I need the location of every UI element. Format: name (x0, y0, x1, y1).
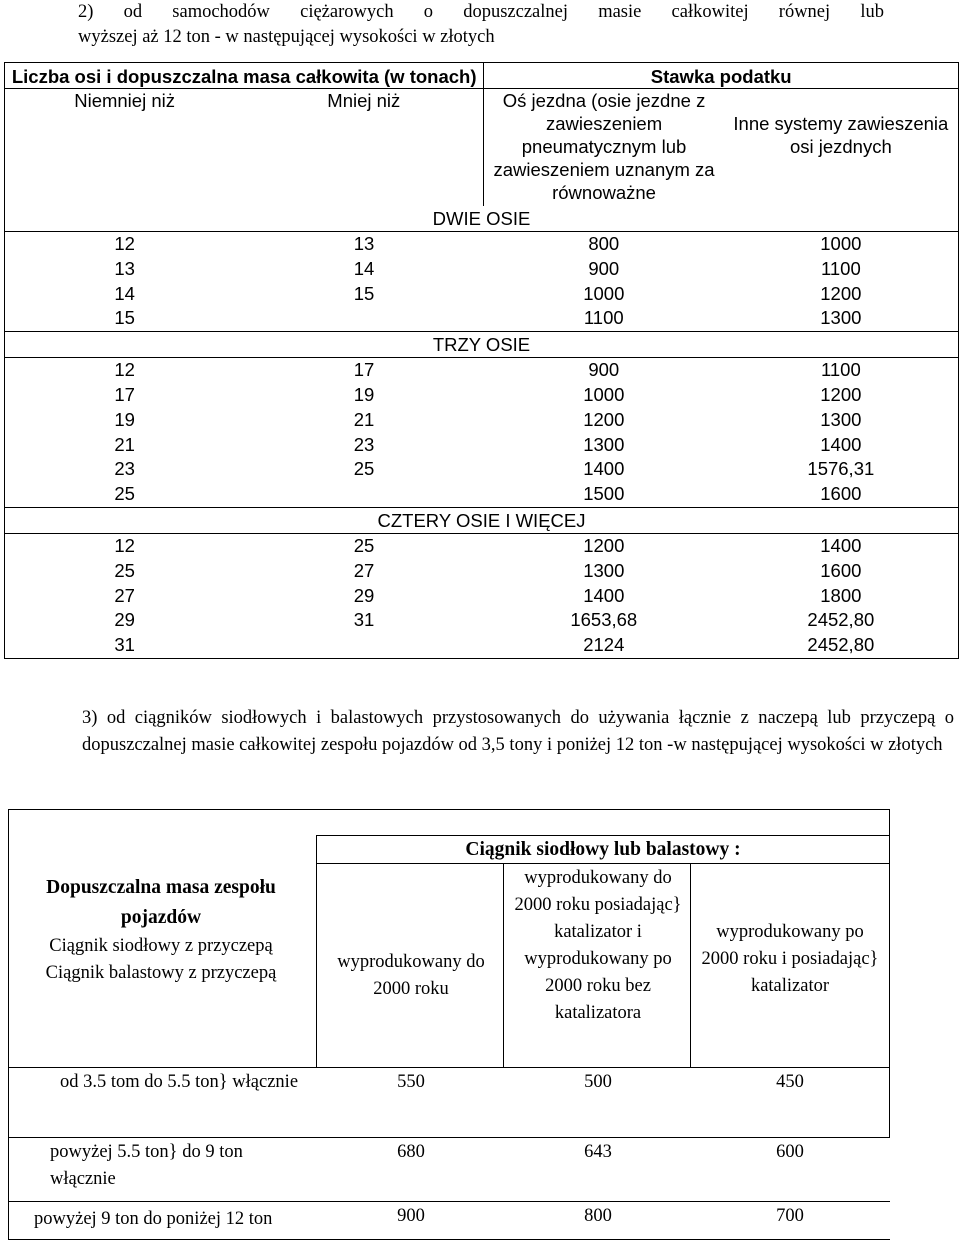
cell-pneumatic-rate: 1653,68 (570, 609, 638, 631)
table-row (5, 358, 959, 383)
cell-other-rate: 1000 (724, 232, 959, 257)
cell-other-rate: 1100 (724, 358, 959, 383)
t2-row2-bottom (8, 1201, 890, 1202)
cell-min: 29 (5, 608, 245, 633)
cell-max: 14 (353, 257, 375, 279)
cell-pneumatic-rate: 1200 (484, 533, 724, 558)
group-title: DWIE OSIE (5, 206, 959, 232)
section-2-intro (78, 0, 884, 50)
t2-group-header: Ciągnik siodłowy lub balastowy : (465, 839, 741, 860)
header-max: Mniej niż (244, 89, 484, 207)
row-value: 800 (584, 1206, 612, 1226)
cell-min: 21 (5, 433, 245, 458)
row-value: 700 (776, 1206, 804, 1226)
t2-left-sub2: Ciągnik balastowy z przyczepą (45, 963, 277, 983)
table-row (5, 584, 959, 609)
cell-other-rate: 1300 (724, 306, 959, 331)
cell-other-rate: 2452,80 (724, 633, 959, 658)
table-row (5, 383, 959, 408)
t2-group-bottom (316, 863, 890, 864)
row-value: 600 (776, 1142, 804, 1162)
t2-border-top (8, 809, 890, 810)
table-row (5, 482, 959, 507)
t2-header-bottom (8, 1067, 890, 1068)
cell-pneumatic-rate: 1500 (583, 483, 625, 505)
table-row (5, 257, 959, 282)
cell-pneumatic-rate: 2124 (484, 633, 724, 658)
table-row (5, 282, 959, 307)
cell-min: 12 (5, 232, 245, 257)
section-3-intro (22, 705, 954, 759)
cell-pneumatic-rate: 1300 (583, 559, 625, 581)
group-title: TRZY OSIE (5, 332, 959, 358)
t2-border-left (8, 809, 9, 1239)
section-3-text: 3) od ciągników siodłowych i balastowych przystosowanych do używania łącznie z naczepą lub przyczepą o dopuszczalnej masie całkowitej zespołu pojazdów od 3,5 tony i poniżej 12 ton -w następującej wysokości w złotych (82, 708, 954, 755)
cell-other-rate: 1576,31 (724, 457, 959, 482)
cell-pneumatic-rate: 1400 (583, 584, 625, 606)
cell-min: 17 (5, 383, 245, 408)
table-row (5, 433, 959, 458)
row-value: 643 (584, 1142, 612, 1162)
t2-row1-bottom (8, 1137, 890, 1138)
header-axles-and-mass: Liczba osi i dopuszczalna masa całkowita (w tonach) (5, 63, 484, 89)
cell-max: 25 (244, 533, 484, 558)
row-value: 680 (397, 1142, 425, 1162)
t2-border-bottom (8, 1239, 890, 1240)
group-title: CZTERY OSIE I WIĘCEJ (5, 507, 959, 533)
cell-max: 25 (353, 458, 375, 480)
cell-min: 19 (5, 408, 245, 433)
table-row (5, 232, 959, 257)
t2-left-sub1: Ciągnik siodłowy z przyczepą (49, 936, 273, 956)
cell-max: 29 (353, 584, 375, 606)
cell-pneumatic-rate: 1000 (583, 282, 625, 304)
header-min: Niemniej niż (5, 89, 245, 207)
cell-min: 31 (5, 633, 245, 658)
row-value: 900 (397, 1206, 425, 1226)
cell-max: 17 (244, 358, 484, 383)
section-2-line-1: 2) od samochodów ciężarowych o dopuszczalnej masie całkowitej równej lub (78, 2, 884, 22)
cell-pneumatic-rate: 900 (484, 358, 724, 383)
cell-max (244, 306, 484, 331)
cell-min: 25 (5, 559, 245, 584)
cell-min: 12 (5, 358, 245, 383)
cell-pneumatic-rate: 1400 (583, 458, 625, 480)
cell-min: 12 (5, 533, 245, 558)
cell-other-rate: 1600 (724, 559, 959, 584)
cell-other-rate: 1800 (724, 584, 959, 609)
cell-min: 14 (5, 282, 245, 307)
cell-pneumatic-rate: 900 (588, 257, 620, 279)
cell-max: 19 (353, 383, 375, 405)
header-other-suspension: Inne systemy zawieszenia osi jezdnych (724, 89, 959, 207)
t2-col1-left (316, 835, 317, 1067)
cell-max (244, 633, 484, 658)
cell-pneumatic-rate: 800 (484, 232, 724, 257)
t2-border-right (889, 809, 890, 1137)
cell-pneumatic-rate: 1300 (583, 433, 625, 455)
t2-col3-header: wyprodukowany po 2000 roku i posiadając} katalizator (701, 922, 879, 996)
cell-other-rate: 1400 (724, 433, 959, 458)
cell-other-rate: 1300 (724, 408, 959, 433)
cell-pneumatic-rate: 1200 (583, 408, 625, 430)
t2-col3-left (690, 863, 691, 1067)
table-row (5, 559, 959, 584)
row-label: powyżej 9 ton do poniżej 12 ton (34, 1209, 273, 1229)
t2-col1-header: wyprodukowany do 2000 roku (337, 952, 485, 999)
row-label: powyżej 5.5 ton} do 9 ton włącznie (50, 1142, 243, 1189)
cell-other-rate: 1200 (724, 383, 959, 408)
cell-min: 13 (5, 257, 245, 282)
table-row (5, 457, 959, 482)
t2-left-title: Dopuszczalna masa zespołu pojazdów (46, 877, 276, 928)
table-row (5, 533, 959, 558)
table-row (5, 306, 959, 331)
cell-max: 27 (353, 559, 375, 581)
cell-min: 23 (5, 457, 245, 482)
cell-pneumatic-rate: 1000 (583, 383, 625, 405)
t2-col2-left (503, 863, 504, 1067)
cell-other-rate: 1200 (724, 282, 959, 307)
cell-min: 27 (5, 584, 245, 609)
cell-pneumatic-rate: 1100 (583, 307, 624, 329)
section-2-line-2: wyższej aż 12 ton - w następującej wysokości w złotych (78, 27, 495, 47)
cell-min: 25 (5, 482, 245, 507)
row-value: 500 (584, 1072, 612, 1092)
cell-other-rate: 1100 (724, 257, 959, 282)
cell-max (244, 482, 484, 507)
cell-other-rate: 1400 (724, 533, 959, 558)
cell-other-rate: 1600 (724, 482, 959, 507)
table-row (5, 408, 959, 433)
row-label: od 3.5 tom do 5.5 ton} włącznie (60, 1072, 299, 1092)
header-pneumatic-suspension: Oś jezdna (osie jezdne z zawieszeniem pneumatycznym lub zawieszeniem uznanym za równoważne (484, 89, 724, 207)
cell-max: 15 (353, 282, 375, 304)
table-row (5, 633, 959, 658)
cell-other-rate: 2452,80 (724, 608, 959, 633)
cell-max: 23 (353, 433, 375, 455)
header-tax-rate: Stawka podatku (484, 63, 959, 89)
t2-col2-header: wyprodukowany do 2000 roku posiadając} katalizator i wyprodukowany po 2000 roku bez katalizatora (514, 868, 682, 1023)
cell-min: 15 (5, 306, 245, 331)
t2-left-header (10, 873, 312, 987)
cell-max: 13 (244, 232, 484, 257)
row-value: 450 (776, 1072, 804, 1092)
row-value: 550 (397, 1072, 425, 1092)
tax-rate-table-trucks (4, 62, 959, 659)
tax-rate-table-tractors (8, 809, 890, 1241)
cell-max: 21 (353, 408, 375, 430)
cell-max: 31 (353, 609, 375, 631)
table-row (5, 608, 959, 633)
